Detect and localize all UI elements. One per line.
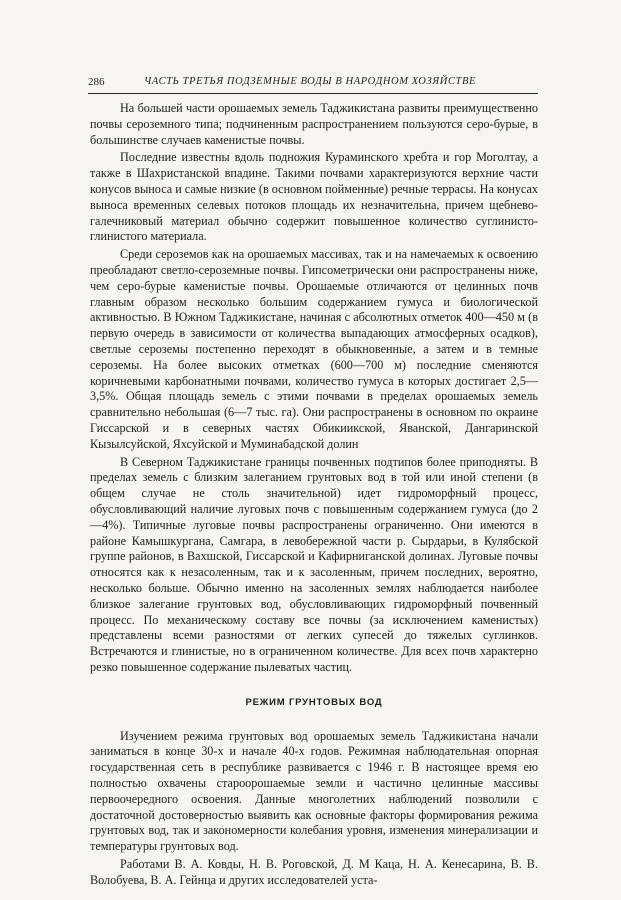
page-number: 286 — [88, 76, 105, 88]
paragraph: Изучением режима грунтовых вод орошаемых земель Таджикистана начали заниматься в конце 30-х и начале 40-х годов. Режимная наблюдательная опорная государственная сеть в республике развивается с 1946 г. В настоящее время ею полностью охвачены староорошаемые земли и частично целинные массивы первоочередного освоения. Данные многолетних наблюдений позволили с достаточной достоверностью выявить как основные факторы формирования режима грунтовых вод, так и закономерности колебания уровня, изменения минерализации и температуры грунтовых вод. — [90, 728, 538, 854]
page-body — [90, 101, 538, 891]
paragraph: Среди сероземов как на орошаемых массивах, так и на намечаемых к освоению преобладают светло-сероземные почвы. Гипсометрически они распространены ниже, чем серо-бурые каменистые почвы. Орошаемые отличаются от целинных почв главным образом несколько большим содержанием гумуса и биологической активностью. В Южном Таджикистане, начиная с абсолютных отметок 400—450 м (в первую очередь в зависимости от количества выпадающих атмосферных осадков), светлые сероземы постепенно переходят в обыкновенные, а затем и в темные сероземы. На более высоких отметках (600—700 м) последние сменяются коричневыми карбонатными почвами, количество гумуса в которых достигает 2,5—3,5%. Общая площадь земель с этими почвами в пределах орошаемых земель сравнительно небольшая (6—7 тыс. га). Они распространены в основном по окраине Гиссарской и в северных частях Обикиикской, Яванской, Дангаринской Кызылсуйской, Яхсуйской и Муминабадской долин — [90, 247, 538, 451]
section-heading: РЕЖИМ ГРУНТОВЫХ ВОД — [245, 696, 383, 708]
paragraph: В Северном Таджикистане границы почвенных подтипов более приподняты. В пределах земель с близким залеганием грунтовых вод в той или иной степени (в общем случае не столь значительной) идет гидроморфный процесс, обусловливающий наличие луговых почв с повышенным содержанием гумуса (до 2—4%). Типичные луговые почвы распространены ограниченно. Они имеются в районе Камышкургана, Самгара, в левобережной части р. Сырдарьи, в Кулябской группе районов, в Вахшской, Гиссарской и Кафирниганской долинах. Луговые почвы относятся как к незасоленным, так и к засоленным, причем последних, вероятно, несколько больше. Обычно именно на засоленных землях наблюдается наиболее близкое залегание грунтовых вод, обусловливающих гидроморфный почвенный процесс. По механическому составу все почвы (за исключением каменистых) представлены всеми разностями от легких супесей до тяжелых суглинков. Встречаются и глинистые, но в ограниченном количестве. Для всех почв характерно резко повышенное содержание пылеватых частиц. — [90, 454, 538, 674]
paragraph: На большей части орошаемых земель Таджикистана развиты преимущественно почвы сероземного типа; подчиненным распространением пользуются серо-бурые, в большинстве случаев каменистые почвы. — [90, 101, 538, 147]
running-title: ЧАСТЬ ТРЕТЬЯ ПОДЗЕМНЫЕ ВОДЫ В НАРОДНОМ ХОЗЯЙСТВЕ — [144, 76, 477, 87]
page-header — [88, 75, 538, 91]
paragraph: Последние известны вдоль подножия Кураминского хребта и гор Моголтау, а также в Шахристанской впадине. Такими почвами характеризуются верхние части конусов выноса и самые низкие (в основном пойменные) речные террасы. На конусах выноса временных селевых потоков площадь их незначительна, причем щебнево-галечниковый материал обычно содержит повышенное количество суглинисто-глинистого материала. — [90, 150, 538, 244]
header-rule — [88, 93, 538, 94]
paragraph: Работами В. А. Ковды, Н. В. Роговской, Д. М Каца, Н. А. Кенесарина, В. В. Волобуева, В. А. Гейнца и других исследователей уста- — [90, 857, 538, 887]
